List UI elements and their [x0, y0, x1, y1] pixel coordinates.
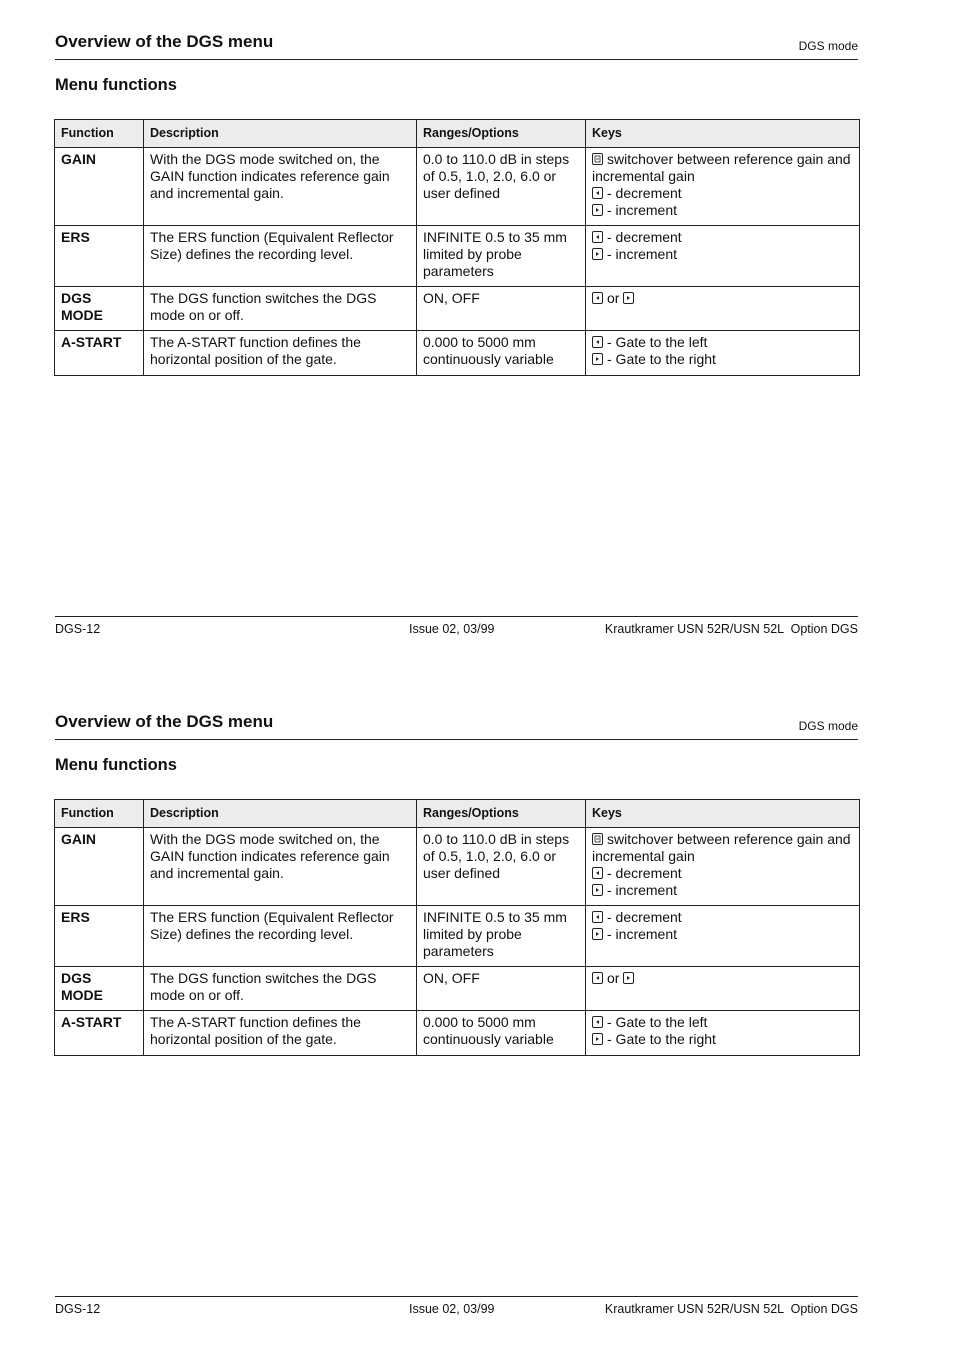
key-right-label: - increment — [607, 202, 678, 218]
product-name: Krautkramer USN 52R/USN 52L Option DGS — [604, 1302, 858, 1316]
key-line — [592, 909, 853, 926]
key-left-label: - decrement — [607, 865, 682, 881]
function-description: The DGS function switches the DGS mode on or off. — [144, 967, 417, 1011]
left-arrow-key-icon — [592, 867, 603, 879]
issue-date: Issue 02, 03/99 — [409, 1302, 495, 1316]
left-arrow-key-icon — [592, 1016, 603, 1028]
header-divider — [55, 59, 858, 60]
function-keys — [586, 967, 860, 1011]
table-header-row — [55, 800, 860, 828]
table-row — [55, 967, 860, 1011]
function-description: With the DGS mode switched on, the GAIN function indicates reference gain and incremental gain. — [144, 828, 417, 906]
right-arrow-key-icon — [592, 884, 603, 896]
key-left-label: - Gate to the left — [607, 1014, 708, 1030]
key-or-label: or — [607, 970, 620, 986]
column-header-description: Description — [144, 120, 417, 148]
column-header-function: Function — [55, 120, 144, 148]
page-number: DGS-12 — [55, 622, 101, 636]
right-arrow-key-icon — [592, 1033, 603, 1045]
column-header-keys: Keys — [586, 120, 860, 148]
section-title: Menu functions — [55, 76, 177, 94]
key-left-label: - Gate to the left — [607, 334, 708, 350]
key-switch-label: switchover between reference gain and incremental gain — [592, 151, 851, 184]
function-description: The A-START function defines the horizontal position of the gate. — [144, 1011, 417, 1056]
section-label: DGS mode — [798, 719, 858, 733]
function-description: The ERS function (Equivalent Reflector Size) defines the recording level. — [144, 226, 417, 287]
function-keys — [586, 828, 860, 906]
function-ranges: 0.0 to 110.0 dB in steps of 0.5, 1.0, 2.0, 6.0 or user defined — [417, 828, 586, 906]
page-title: Overview of the DGS menu — [55, 712, 274, 731]
key-or-label: or — [607, 290, 620, 306]
page-title: Overview of the DGS menu — [55, 32, 274, 51]
table-row — [55, 828, 860, 906]
key-right-label: - increment — [607, 246, 678, 262]
keys-text — [592, 831, 851, 864]
key-right-label: - increment — [607, 926, 678, 942]
function-description: With the DGS mode switched on, the GAIN function indicates reference gain and incremental gain. — [144, 148, 417, 226]
function-keys — [586, 226, 860, 287]
table-row — [55, 906, 860, 967]
key-line — [592, 865, 853, 882]
table-row — [55, 1011, 860, 1056]
key-line — [592, 229, 853, 246]
left-arrow-key-icon — [592, 231, 603, 243]
key-right-label: - Gate to the right — [607, 1031, 716, 1047]
left-arrow-key-icon — [592, 187, 603, 199]
function-description: The A-START function defines the horizontal position of the gate. — [144, 331, 417, 376]
document-page — [0, 680, 954, 1355]
key-line — [592, 290, 853, 307]
key-line — [592, 185, 853, 202]
key-switch-label: switchover between reference gain and incremental gain — [592, 831, 851, 864]
key-line — [592, 970, 853, 987]
function-name: GAIN — [55, 828, 144, 906]
key-line — [592, 246, 853, 263]
table-header-row — [55, 120, 860, 148]
function-name: DGS MODE — [55, 287, 144, 331]
issue-date: Issue 02, 03/99 — [409, 622, 495, 636]
key-line — [592, 1031, 853, 1048]
function-name: ERS — [55, 906, 144, 967]
column-header-ranges: Ranges/Options — [417, 800, 586, 828]
function-name: ERS — [55, 226, 144, 287]
function-keys — [586, 148, 860, 226]
function-keys — [586, 906, 860, 967]
key-line — [592, 351, 853, 368]
function-ranges: ON, OFF — [417, 967, 586, 1011]
function-ranges: INFINITE 0.5 to 35 mm limited by probe parameters — [417, 226, 586, 287]
table-row — [55, 287, 860, 331]
table-row — [55, 148, 860, 226]
left-arrow-key-icon — [592, 292, 603, 304]
document-page — [0, 0, 954, 675]
key-right-label: - Gate to the right — [607, 351, 716, 367]
function-name: A-START — [55, 1011, 144, 1056]
right-arrow-key-icon — [592, 928, 603, 940]
column-header-keys: Keys — [586, 800, 860, 828]
key-line — [592, 926, 853, 943]
right-arrow-key-icon — [623, 292, 634, 304]
menu-functions-table — [54, 119, 860, 376]
key-left-label: - decrement — [607, 185, 682, 201]
key-line — [592, 202, 853, 219]
table-row — [55, 226, 860, 287]
function-ranges: 0.000 to 5000 mm continuously variable — [417, 331, 586, 376]
page-number: DGS-12 — [55, 1302, 101, 1316]
menu-functions-table — [54, 799, 860, 1056]
column-header-ranges: Ranges/Options — [417, 120, 586, 148]
key-right-label: - increment — [607, 882, 678, 898]
right-arrow-key-icon — [592, 248, 603, 260]
key-line — [592, 334, 853, 351]
key-line — [592, 882, 853, 899]
column-header-function: Function — [55, 800, 144, 828]
key-left-label: - decrement — [607, 909, 682, 925]
function-keys — [586, 331, 860, 376]
function-name: DGS MODE — [55, 967, 144, 1011]
left-arrow-key-icon — [592, 336, 603, 348]
keys-text — [592, 151, 851, 184]
function-name: A-START — [55, 331, 144, 376]
function-name: GAIN — [55, 148, 144, 226]
section-title: Menu functions — [55, 756, 177, 774]
function-ranges: 0.000 to 5000 mm continuously variable — [417, 1011, 586, 1056]
function-ranges: INFINITE 0.5 to 35 mm limited by probe parameters — [417, 906, 586, 967]
right-arrow-key-icon — [592, 353, 603, 365]
product-name: Krautkramer USN 52R/USN 52L Option DGS — [604, 622, 858, 636]
function-keys — [586, 1011, 860, 1056]
table-row — [55, 331, 860, 376]
footer-divider — [55, 616, 858, 617]
column-header-description: Description — [144, 800, 417, 828]
left-arrow-key-icon — [592, 911, 603, 923]
function-ranges: 0.0 to 110.0 dB in steps of 0.5, 1.0, 2.0, 6.0 or user defined — [417, 148, 586, 226]
section-label: DGS mode — [798, 39, 858, 53]
switch-key-icon — [592, 833, 603, 845]
key-line — [592, 1014, 853, 1031]
right-arrow-key-icon — [592, 204, 603, 216]
header-divider — [55, 739, 858, 740]
footer-divider — [55, 1296, 858, 1297]
function-description: The ERS function (Equivalent Reflector Size) defines the recording level. — [144, 906, 417, 967]
right-arrow-key-icon — [623, 972, 634, 984]
function-keys — [586, 287, 860, 331]
left-arrow-key-icon — [592, 972, 603, 984]
key-left-label: - decrement — [607, 229, 682, 245]
function-description: The DGS function switches the DGS mode on or off. — [144, 287, 417, 331]
function-ranges: ON, OFF — [417, 287, 586, 331]
switch-key-icon — [592, 153, 603, 165]
